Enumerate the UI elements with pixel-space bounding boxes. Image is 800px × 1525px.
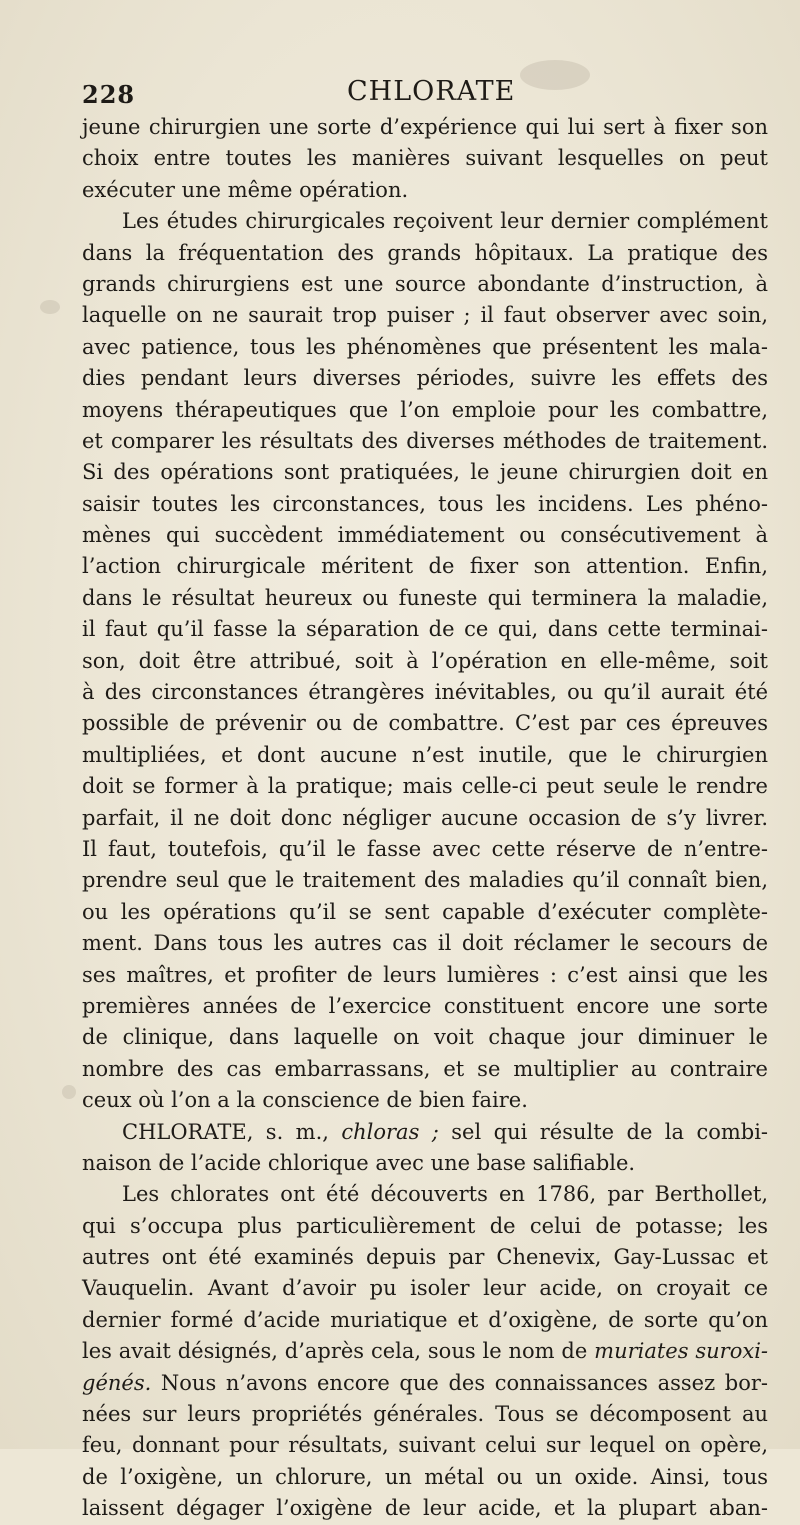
- text-line: l’action chirurgicale méritent de fixer son attention. Enfin,: [82, 554, 768, 579]
- text-line: de l’oxigène, un chlorure, un métal ou un oxide. Ainsi, tous: [82, 1464, 768, 1489]
- text-line: naison de l’acide chlorique avec une base salifiable.: [82, 1150, 636, 1175]
- text-line: [82, 1368, 768, 1399]
- italic-term: génés.: [82, 1370, 152, 1395]
- italic-term: muriates suroxi-: [594, 1339, 769, 1364]
- page-header: [82, 76, 772, 116]
- text-line: il faut qu’il fasse la séparation de ce qui, dans cette terminai-: [82, 617, 768, 642]
- text-run: Nous n’avons encore que des connaissances assez bor-: [151, 1370, 768, 1395]
- text-line: saisir toutes les circonstances, tous les incidens. Les phéno-: [82, 491, 768, 516]
- body-text: [82, 112, 768, 1525]
- paper-stain: [40, 300, 60, 314]
- text-line: et comparer les résultats des diverses méthodes de traitement.: [82, 428, 768, 453]
- latin-term: chloras ;: [341, 1119, 439, 1144]
- text-line: multipliées, et dont aucune n’est inutile, que le chirurgien: [82, 742, 768, 767]
- text-line: prendre seul que le traitement des maladies qu’il connaît bien,: [82, 868, 768, 893]
- text-line: laquelle on ne saurait trop puiser ; il faut observer avec soin,: [82, 303, 768, 328]
- text-line: Les chlorates ont été découverts en 1786, par Berthollet,: [122, 1182, 768, 1207]
- text-line: dans le résultat heureux ou funeste qui terminera la maladie,: [82, 585, 768, 610]
- text-run: les avait désignés, d’après cela, sous le nom de: [82, 1339, 595, 1364]
- text-line: moyens thérapeutiques que l’on emploie pour les combattre,: [82, 397, 768, 422]
- text-line: Il faut, toutefois, qu’il le fasse avec cette réserve de n’entre-: [82, 836, 768, 861]
- text-line: Vauquelin. Avant d’avoir pu isoler leur acide, on croyait ce: [82, 1276, 768, 1301]
- text-line: doit se former à la pratique; mais celle-ci peut seule le rendre: [82, 774, 768, 799]
- text-line: son, doit être attribué, soit à l’opération en elle-même, soit: [82, 648, 768, 673]
- paper-stain: [62, 1085, 76, 1099]
- page-number: 228: [82, 80, 136, 109]
- text-line: avec patience, tous les phénomènes que présentent les mala-: [82, 334, 768, 359]
- text-line: jeune chirurgien une sorte d’expérience qui lui sert à fixer son: [82, 115, 768, 139]
- text-line: dernier formé d’acide muriatique et d’oxigène, de sorte qu’on: [82, 1307, 768, 1332]
- text-line: ceux où l’on a la conscience de bien faire.: [82, 1088, 528, 1113]
- text-line: nées sur leurs propriétés générales. Tous se décomposent au: [82, 1402, 768, 1427]
- text-line: Les études chirurgicales reçoivent leur dernier complément: [122, 209, 768, 234]
- running-title: CHLORATE: [347, 76, 516, 107]
- text-line: grands chirurgiens est une source abondante d’instruction, à: [82, 271, 768, 296]
- text-line: à des circonstances étrangères inévitables, ou qu’il aurait été: [82, 680, 768, 705]
- text-line: dans la fréquentation des grands hôpitaux. La pratique des: [82, 240, 768, 265]
- text-line: ou les opérations qu’il se sent capable d’exécuter complète-: [82, 899, 768, 924]
- text-line: qui s’occupa plus particulièrement de celui de potasse; les: [82, 1213, 768, 1238]
- text-line: laissent dégager l’oxigène de leur acide, et la plupart aban-: [82, 1496, 768, 1521]
- text-line: choix entre toutes les manières suivant lesquelles on peut: [82, 146, 768, 171]
- text-line: autres ont été examinés depuis par Chenevix, Gay-Lussac et: [82, 1245, 768, 1270]
- text-line: dies pendant leurs diverses périodes, suivre les effets des: [82, 366, 768, 391]
- text-line: ses maîtres, et profiter de leurs lumières : c’est ainsi que les: [82, 962, 768, 987]
- text-line: feu, donnant pour résultats, suivant celui sur lequel on opère,: [82, 1433, 768, 1458]
- entry-heading-line: [82, 1117, 768, 1148]
- text-line: [82, 1336, 768, 1367]
- text-line: Si des opérations sont pratiquées, le jeune chirurgien doit en: [82, 460, 768, 485]
- text-line: ment. Dans tous les autres cas il doit réclamer le secours de: [82, 931, 768, 956]
- text-run: CHLORATE, s. m.,: [122, 1119, 342, 1144]
- text-line: exécuter une même opération.: [82, 177, 409, 202]
- text-run: sel qui résulte de la combi-: [438, 1119, 769, 1144]
- text-line: de clinique, dans laquelle on voit chaque jour diminuer le: [82, 1025, 768, 1050]
- text-line: premières années de l’exercice constituent encore une sorte: [82, 993, 768, 1018]
- text-line: possible de prévenir ou de combattre. C’est par ces épreuves: [82, 711, 768, 736]
- text-line: nombre des cas embarrassans, et se multiplier au contraire: [82, 1056, 768, 1081]
- text-line: mènes qui succèdent immédiatement ou consécutivement à: [82, 523, 768, 548]
- text-line: parfait, il ne doit donc négliger aucune occasion de s’y livrer.: [82, 805, 768, 830]
